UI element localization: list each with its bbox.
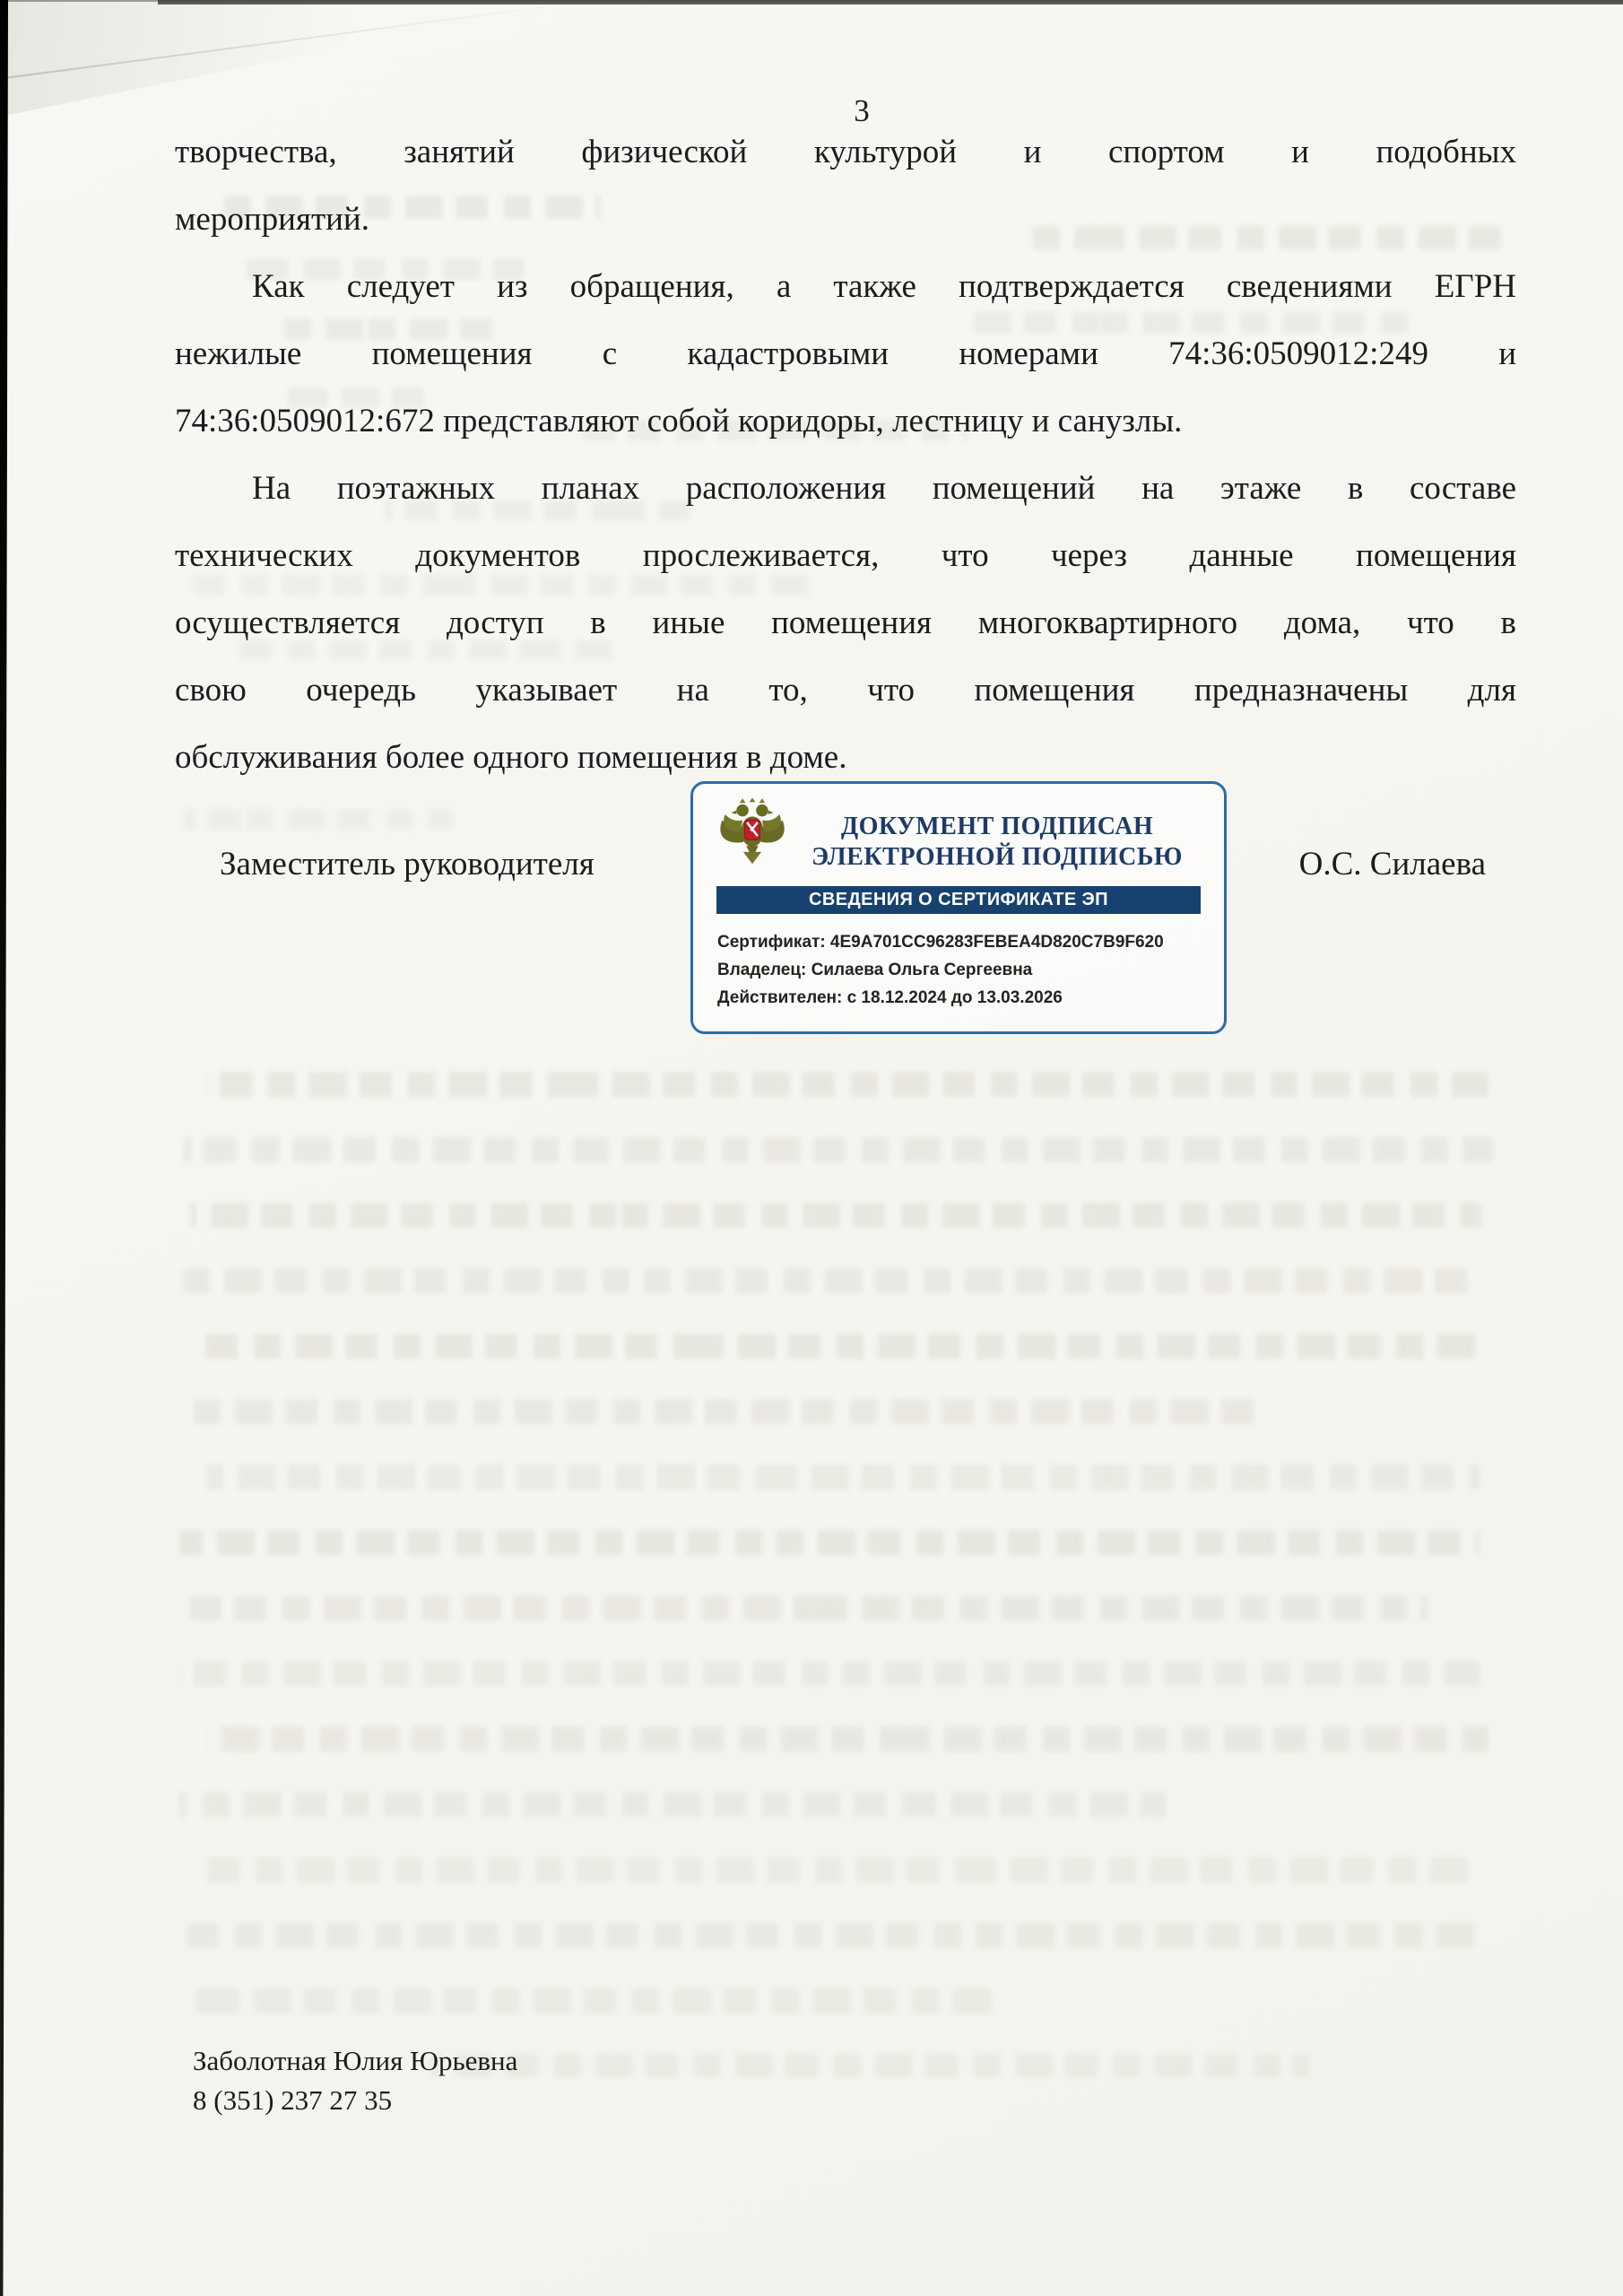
- text-line: свою очередь указывает на то, что помещения предназначены для: [175, 672, 1516, 709]
- certificate-owner-line: Владелец: Силаева Ольга Сергеевна: [717, 961, 1033, 979]
- paragraph: [175, 455, 1516, 791]
- electronic-signature-stamp: [690, 781, 1227, 1034]
- ghost-text-line: [206, 1726, 1488, 1752]
- ghost-text-line: [206, 1072, 1488, 1097]
- ghost-text-line: [190, 1988, 997, 2013]
- stamp-title-line2: ЭЛЕКТРОННОЙ ПОДПИСЬЮ: [812, 843, 1183, 871]
- text-line: осуществляется доступ в иные помещения многоквартирного дома, что в: [175, 604, 1516, 641]
- rosreestr-coat-of-arms-icon: [715, 797, 790, 867]
- ghost-text-line: [206, 1465, 1480, 1490]
- certificate-details: [717, 928, 1224, 1012]
- ghost-text-line: [190, 1596, 1428, 1621]
- text-line: мероприятий.: [175, 201, 369, 238]
- ghost-text-line: [199, 1334, 1481, 1359]
- ghost-text-line: [179, 1923, 1480, 1948]
- executor-phone: 8 (351) 237 27 35: [193, 2084, 393, 2116]
- body-text: [175, 118, 1516, 791]
- paragraph: [175, 118, 1516, 253]
- stamp-title: [790, 812, 1204, 873]
- text-line: Как следует из обращения, а также подтверждается сведениями ЕГРН: [252, 268, 1516, 305]
- text-line: творчества, занятий физической культурой и спортом и подобных: [175, 134, 1516, 170]
- ghost-text-line: [430, 2054, 1309, 2077]
- certificate-header-bar: СВЕДЕНИЯ О СЕРТИФИКАТЕ ЭП: [716, 886, 1201, 914]
- ghost-text-line: [179, 1792, 1166, 1817]
- certificate-number-line: Сертификат: 4E9A701CC96283FEBEA4D820C7B9F620: [717, 933, 1164, 952]
- stamp-title-line1: ДОКУМЕНТ ПОДПИСАН: [840, 813, 1154, 840]
- text-line: технических документов прослеживается, что через данные помещения: [175, 537, 1516, 574]
- text-line: нежилые помещения с кадастровыми номерами 74:36:0509012:249 и: [175, 335, 1516, 372]
- ghost-text-line: [179, 1399, 1255, 1424]
- paragraph: [175, 253, 1516, 455]
- ghost-text-line: [184, 1137, 1493, 1162]
- ghost-text-line: [179, 1661, 1480, 1686]
- executor-contact: [193, 2041, 517, 2120]
- signer-position: Заместитель руководителя: [220, 846, 595, 883]
- ghost-text-line: [179, 1268, 1480, 1293]
- text-line: На поэтажных планах расположения помещений на этаже в составе: [252, 470, 1516, 507]
- ghost-text-line: [184, 809, 453, 831]
- certificate-validity-line: Действителен: с 18.12.2024 до 13.03.2026: [717, 988, 1063, 1007]
- stamp-header: [693, 784, 1224, 873]
- page-number: 3: [854, 93, 870, 128]
- text-line: обслуживания более одного помещения в доме.: [175, 739, 847, 776]
- ghost-text-line: [179, 1530, 1480, 1555]
- ghost-text-line: [206, 1857, 1480, 1883]
- signer-name: О.С. Силаева: [1298, 846, 1486, 883]
- executor-name: Заболотная Юлия Юрьевна: [193, 2045, 518, 2076]
- text-line: 74:36:0509012:672 представляют собой коридоры, лестницу и санузлы.: [175, 403, 1183, 439]
- ghost-text-line: [190, 1203, 1481, 1228]
